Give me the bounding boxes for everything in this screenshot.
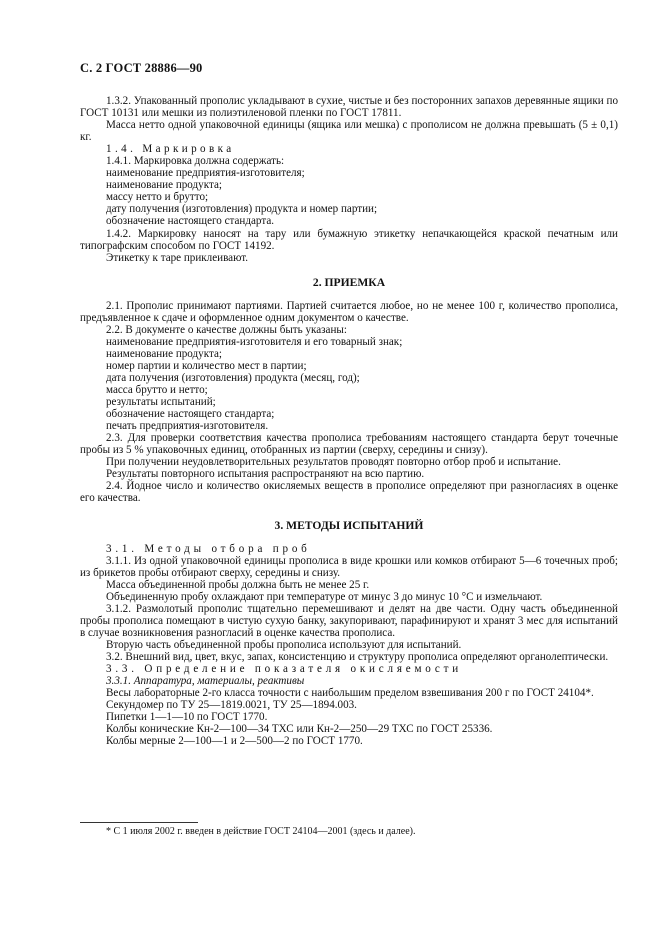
list-item: обозначение настоящего стандарта.: [106, 215, 275, 228]
subsection-apparatus: 3.3.1. Аппаратура, материалы, реактивы: [106, 675, 305, 688]
paragraph-cooling: Объединенную пробу охлаждают при температуре от минус 3 до минус 10 °С и измельчают.: [106, 590, 543, 603]
list-item: Секундомер по ТУ 25—1819.0021, ТУ 25—1894.003.: [106, 699, 357, 712]
footnote-divider: [80, 822, 198, 823]
section-title-acceptance: 2. ПРИЕМКА: [312, 275, 386, 289]
list-item: Колбы мерные 2—100—1 и 2—500—2 по ГОСТ 1770.: [106, 735, 363, 748]
paragraph-2-3: 2.3. Для проверки соответствия качества прополиса требованиям настоящего стандарта берут точечные пробы из 5 % упаковочных единиц, отобранных из партии (сверху, середины и снизу).: [80, 432, 618, 457]
page-body: [80, 95, 618, 747]
list-item: печать предприятия-изготовителя.: [106, 420, 269, 433]
list-item: наименование продукта;: [106, 347, 222, 360]
paragraph-3-1-2: 3.1.2. Размолотый прополис тщательно перемешивают и делят на две части. Одну часть объединенной пробы прополиса помещают в чистую сухую банку, закупоривают, парафинируют и хранят 3 мес для испытаний в случае возникновения разногласий в оценке качества прополиса.: [80, 602, 618, 639]
section-title-test-methods: 3. МЕТОДЫ ИСПЫТАНИЙ: [274, 518, 424, 532]
list-item: наименование продукта;: [106, 179, 222, 192]
paragraph-2-2: 2.2. В документе о качестве должны быть указаны:: [106, 323, 347, 336]
footnote: * С 1 июля 2002 г. введен в действие ГОСТ 24104—2001 (здесь и далее).: [106, 826, 416, 837]
paragraph-2-1: 2.1. Прополис принимают партиями. Партией считается любое, но не менее 100 г, количество прополиса, предъявленное к сдаче и оформленное одним документом о качестве.: [80, 299, 618, 324]
subsection-marking: 1.4. Маркировка: [106, 143, 235, 156]
paragraph-2-3-results: Результаты повторного испытания распространяют на всю партию.: [106, 468, 425, 481]
list-item: обозначение настоящего стандарта;: [106, 408, 275, 421]
paragraph-sample-mass: Масса объединенной пробы должна быть не менее 25 г.: [106, 578, 370, 591]
list-item: Колбы конические Кн-2—100—34 ТХС или Кн-2—250—29 ТХС по ГОСТ 25336.: [106, 723, 493, 736]
list-item: наименование предприятия-изготовителя и его товарный знак;: [106, 335, 403, 348]
list-item: массу нетто и брутто;: [106, 191, 209, 204]
paragraph-mass: Масса нетто одной упаковочной единицы (ящика или мешка) с прополисом не должна превышать (5 ± 0,1) кг.: [80, 119, 618, 144]
paragraph-second-part: Вторую часть объединенной пробы прополиса используют для испытаний.: [106, 638, 462, 651]
paragraph-3-1-1: 3.1.1. Из одной упаковочной единицы прополиса в виде крошки или комков отбирают 5—6 точечных проб; из брикетов пробы отбирают сверху, середины и снизу.: [80, 554, 618, 579]
paragraph-2-3-repeat: При получении неудовлетворительных результатов проводят повторно отбор проб и испытание.: [106, 456, 561, 469]
paragraph-1-4-2: 1.4.2. Маркировку наносят на тару или бумажную этикетку непачкающейся краской печатным или типографским способом по ГОСТ 14192.: [80, 227, 618, 252]
subsection-sampling-methods: 3.1. Методы отбора проб: [106, 542, 311, 555]
list-item: Пипетки 1—1—10 по ГОСТ 1770.: [106, 711, 268, 724]
subsection-oxidizability: 3.3. Определение показателя окисляемости: [106, 663, 463, 676]
paragraph-2-4: 2.4. Йодное число и количество окисляемых веществ в прополисе определяют при разногласиях в оценке его качества.: [80, 480, 618, 505]
page-header: С. 2 ГОСТ 28886—90: [80, 61, 203, 75]
paragraph-label: Этикетку к таре приклеивают.: [106, 251, 249, 264]
paragraph-1-3-2: 1.3.2. Упакованный прополис укладывают в сухие, чистые и без посторонних запахов деревянные ящики по ГОСТ 10131 или мешки из полиэтиленовой пленки по ГОСТ 17811.: [80, 95, 618, 120]
list-item: дату получения (изготовления) продукта и номер партии;: [106, 203, 378, 216]
paragraph-1-4-1: 1.4.1. Маркировка должна содержать:: [106, 155, 285, 168]
paragraph-3-2: 3.2. Внешний вид, цвет, вкус, запах, консистенцию и структуру прополиса определяют органолептически.: [106, 650, 609, 663]
paragraph-scales: Весы лабораторные 2-го класса точности с наибольшим пределом взвешивания 200 г по ГОСТ 24104*.: [106, 687, 594, 700]
list-item: дата получения (изготовления) продукта (месяц, год);: [106, 371, 360, 384]
list-item: масса брутто и нетто;: [106, 384, 208, 397]
list-item: наименование предприятия-изготовителя;: [106, 167, 305, 180]
list-item: результаты испытаний;: [106, 396, 216, 409]
list-item: номер партии и количество мест в партии;: [106, 359, 307, 372]
